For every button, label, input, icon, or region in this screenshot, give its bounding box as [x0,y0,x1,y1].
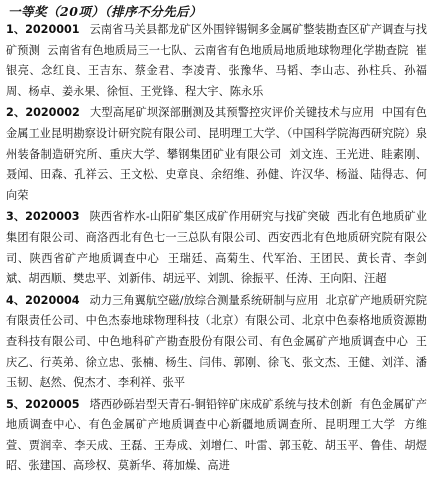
award-entry [6,20,427,102]
project-title: 动力三角翼航空磁/放综合测量系统研制与应用 [89,293,319,307]
section-heading: 一等奖（20项）（排序不分先后） [8,4,203,19]
award-entry [6,103,427,206]
project-title: 大型高尾矿坝深部删测及其预警控灾评价关键技术与应用 [89,106,375,120]
award-number: 2、2020002 [6,106,80,120]
project-title: 塔西砂砾岩型天青石-铜铅锌矿床成矿系统与技术创新 [89,397,353,411]
completing-units: 北京矿产地质研究院有限责任公司、中色杰泰地球物理科技（北京）有限公司、北京中色泰格地质资源勘查科技有限公司、中色地科矿产勘查股份有限公司、有色金属矿产地质调查中心 [6,293,427,348]
completing-people: 刘文连、王光进、眭素刚、聂闻、田森、孔祥云、王文松、史章良、余绍维、孙健、许汉华、杨溢、陆得志、何向荣 [6,147,427,202]
award-number: 1、2020001 [6,23,80,36]
award-number: 4、2020004 [6,293,80,307]
award-list [6,20,427,477]
award-entry [6,291,427,394]
award-number: 5、2020005 [6,397,80,411]
completing-units: 云南省有色地质局三一七队、云南省有色地质局地质地球物理化学勘查院 [47,43,409,57]
completing-units: 有色金属矿产地质调查中心、有色金属矿产地质调查中心新疆地质调查所、昆明理工大学 [6,397,427,432]
completing-people: 崔银亮、念红良、王吉东、蔡金君、李凌青、张豫华、马韬、李山志、孙柱兵、孙福周、杨卓、姜永果、徐恒、王党锋、程大宇、陈永乐 [6,43,427,98]
award-number: 3、2020003 [6,210,80,224]
completing-people: 方维萱、贾润幸、李天成、王磊、王寿成、刘增仁、叶雷、郭玉乾、胡玉平、鲁佳、胡煜昭、张建国、高珍权、莫新华、蒋加燥、高进 [6,418,427,473]
award-entry [6,207,427,289]
completing-units: 中国有色金属工业昆明勘察设计研究院有限公司、昆明理工大学、（中国科学院海西研究院）泉州装备制造研究所、重庆大学、攀钢集团矿业有限公司 [6,106,427,161]
completing-people: 王庆乙、行英弟、徐立忠、张楠、杨生、闫伟、郭刚、徐飞、张文杰、王健、刘洋、潘玉韧、赵然、倪杰才、李利祥、张平 [6,334,427,390]
project-title: 云南省马关县都龙矿区外围锌锡铜多金属矿整装勘查区矿产调查与找矿预测 [6,23,427,57]
completing-units: 西北有色地质矿业集团有限公司、商洛西北有色七一三总队有限公司、西安西北有色地质研究院有限公司、陕西省矿产地质调查中心 [6,210,427,265]
project-title: 陕西省柞水-山阳矿集区成矿作用研究与找矿突破 [89,210,330,224]
completing-people: 王瑞廷、高菊生、代军治、王团民、黄长青、李剑斌、胡西顺、樊忠平、刘新伟、胡远平、刘凯、徐振平、任涛、王向阳、汪超 [6,251,427,286]
